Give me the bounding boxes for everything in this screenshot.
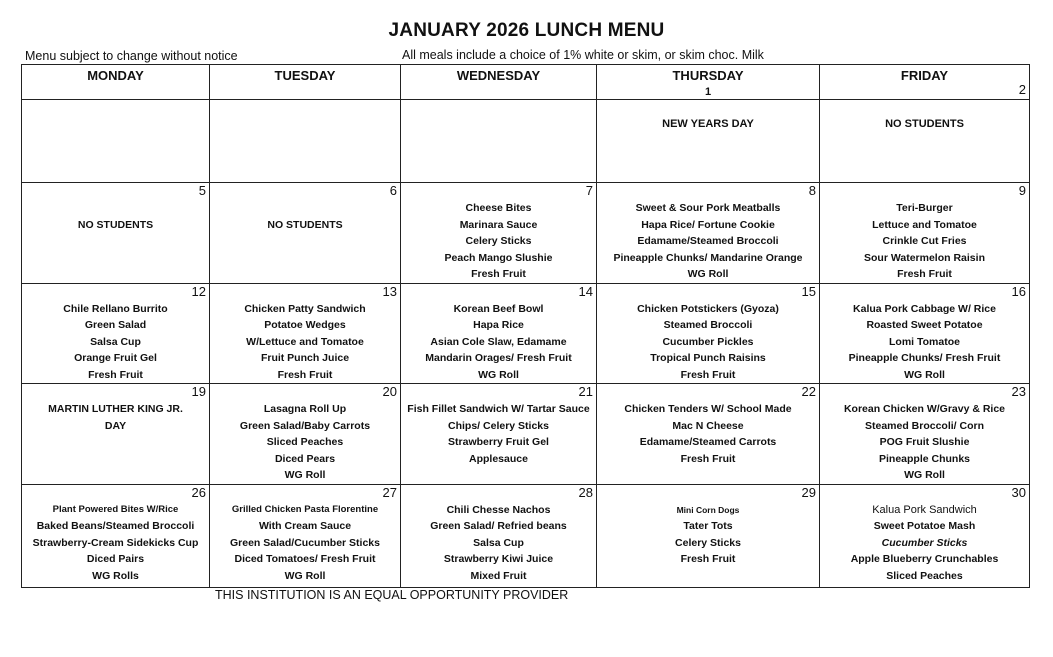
menu-item: Grilled Chicken Pasta Florentine (231, 503, 379, 515)
menu-item: Celery Sticks (675, 536, 741, 549)
menu-item: Lasagna Roll Up (263, 403, 347, 415)
menu-items (22, 485, 209, 585)
menu-item: Steamed Broccoli/ Corn (864, 419, 985, 432)
menu-item: Crinkle Cut Fries (882, 235, 967, 247)
day-cell (210, 183, 401, 284)
day-cell (401, 100, 597, 183)
menu-item: Mandarin Orages/ Fresh Fruit (425, 352, 572, 364)
day-number: 13 (382, 283, 397, 299)
week-row (22, 183, 1030, 284)
menu-item: Chicken Tenders W/ School Made (624, 403, 792, 415)
equal-opportunity-footer: THIS INSTITUTION IS AN EQUAL OPPORTUNITY PROVIDER (215, 588, 569, 602)
menu-items (820, 485, 1029, 585)
menu-items (22, 183, 209, 234)
day-number: 2 (1018, 82, 1026, 97)
menu-items (597, 284, 819, 384)
menu-calendar (21, 64, 1029, 582)
menu-items (210, 485, 400, 585)
day-cell (597, 100, 820, 183)
menu-item: With Cream Sauce (258, 520, 352, 532)
menu-item: Mixed Fruit (470, 569, 527, 582)
menu-item: Green Salad/Cucumber Sticks (230, 536, 380, 549)
day-number: 22 (801, 384, 816, 399)
menu-item: Asian Cole Slaw, Edamame (430, 335, 567, 348)
day-cell (22, 283, 210, 384)
menu-items (597, 485, 819, 568)
day-number: 23 (1011, 384, 1026, 399)
day-cell (401, 484, 597, 587)
day-cell (210, 484, 401, 587)
menu-item: Strawberry Kiwi Juice (443, 553, 554, 565)
menu-item: NO STUDENTS (267, 219, 343, 231)
header-monday: MONDAY (22, 65, 210, 100)
menu-item: Steamed Broccoli (663, 319, 753, 331)
change-notice: Menu subject to change without notice (25, 49, 238, 63)
day-number: 5 (198, 183, 206, 198)
day-number: 19 (191, 384, 206, 399)
menu-item: Salsa Cup (473, 536, 524, 549)
menu-item: Diced Pears (274, 452, 336, 465)
menu-item: Potatoe Wedges (264, 319, 346, 331)
day-cell (820, 183, 1030, 284)
menu-items (210, 183, 400, 234)
day-cell (210, 100, 401, 183)
page-title: JANUARY 2026 LUNCH MENU (388, 20, 665, 41)
menu-item: Cucumber Pickles (662, 335, 754, 348)
menu-items (210, 284, 400, 384)
day-cell (22, 100, 210, 183)
menu-item: MARTIN LUTHER KING JR. (48, 403, 183, 415)
menu-item: WG Roll (904, 469, 945, 481)
day-cell (597, 484, 820, 587)
menu-item: WG Roll (284, 569, 326, 582)
menu-items (210, 384, 400, 484)
menu-item: Green Salad (84, 319, 147, 331)
day-number: 7 (585, 183, 593, 198)
day-number: 27 (382, 484, 397, 500)
day-number: 21 (578, 384, 593, 399)
menu-item: Chips/ Celery Sticks (448, 419, 549, 432)
day-cell (22, 484, 210, 587)
menu-item: Kalua Pork Cabbage W/ Rice (853, 302, 996, 315)
menu-item: Baked Beans/Steamed Broccoli (36, 520, 195, 532)
day-number: 12 (191, 283, 206, 299)
menu-item: Salsa Cup (90, 335, 141, 348)
menu-item: Pineapple Chunks (878, 452, 971, 465)
menu-item: Diced Tomatoes/ Fresh Fruit (234, 553, 376, 565)
menu-item: Teri-Burger (896, 202, 953, 214)
menu-item: Chicken Patty Sandwich (244, 302, 366, 315)
day-number: 26 (191, 484, 206, 500)
menu-items (401, 284, 596, 384)
menu-item: Sliced Peaches (886, 569, 963, 582)
day-number: 28 (578, 484, 593, 500)
day-number: 14 (578, 283, 593, 299)
menu-item: Cucumber Sticks (881, 536, 968, 549)
menu-item: Pineapple Chunks/ Mandarine Orange (613, 251, 803, 264)
menu-item: Peach Mango Slushie (444, 251, 553, 264)
menu-item: Fresh Fruit (277, 368, 333, 381)
menu-item: Korean Chicken W/Gravy & Rice (843, 403, 1006, 415)
no-students-label: NO STUDENTS (885, 118, 964, 130)
menu-item: Green Salad/ Refried beans (430, 520, 567, 532)
day-number: 30 (1011, 484, 1026, 500)
day-number: 9 (1018, 183, 1026, 198)
menu-item: Fresh Fruit (680, 368, 736, 381)
day-cell (22, 384, 210, 485)
menu-items (820, 384, 1029, 484)
menu-item: Strawberry Fruit Gel (448, 436, 549, 448)
menu-item: Fresh Fruit (897, 268, 952, 280)
day-cell (401, 384, 597, 485)
menu-item: Celery Sticks (465, 235, 532, 247)
menu-item: Chile Rellano Burrito (63, 302, 168, 315)
menu-item: Roasted Sweet Potatoe (866, 319, 983, 331)
menu-items (22, 284, 209, 384)
menu-item: Fresh Fruit (680, 553, 736, 565)
day-cell (820, 484, 1030, 587)
day-cell (820, 82, 1030, 183)
milk-note: All meals include a choice of 1% white or skim, or skim choc. Milk (402, 48, 764, 62)
day-number: 6 (389, 183, 397, 198)
menu-item: Edamame/Steamed Broccoli (637, 235, 779, 247)
menu-item: Applesauce (469, 452, 528, 465)
menu-item: Orange Fruit Gel (74, 352, 157, 364)
menu-item: Fresh Fruit (471, 268, 526, 280)
header-wednesday: WEDNESDAY (401, 65, 597, 100)
week-row (22, 283, 1030, 384)
menu-item: Fruit Punch Juice (260, 352, 350, 364)
menu-items (401, 384, 596, 467)
menu-items (820, 284, 1029, 384)
menu-item: WG Roll (687, 268, 729, 280)
menu-item: DAY (104, 419, 127, 432)
day-number: 20 (382, 384, 397, 399)
menu-item: WG Rolls (92, 569, 139, 582)
day-cell (22, 183, 210, 284)
menu-item: Plant Powered Bites W/Rice (52, 503, 179, 515)
menu-items (401, 183, 596, 283)
day-cell (597, 183, 820, 284)
menu-item: Pineapple Chunks/ Fresh Fruit (848, 352, 1001, 364)
menu-item: Lomi Tomatoe (889, 335, 960, 348)
week-row (22, 484, 1030, 587)
menu-items (597, 384, 819, 467)
menu-item: Apple Blueberry Crunchables (850, 553, 999, 565)
menu-item: NO STUDENTS (77, 219, 154, 231)
day-cell (210, 384, 401, 485)
menu-item: Mini Corn Dogs (676, 504, 740, 515)
week-row (22, 100, 1030, 183)
menu-items (820, 183, 1029, 283)
menu-item: Tater Tots (683, 520, 733, 532)
menu-item: Tropical Punch Raisins (650, 352, 766, 364)
day-cell (401, 283, 597, 384)
menu-item: Cheese Bites (465, 202, 532, 214)
menu-item: Mac N Cheese (672, 419, 744, 432)
menu-item: Sweet Potatoe Mash (873, 520, 976, 532)
day-number: 16 (1011, 283, 1026, 299)
menu-item: Sliced Peaches (266, 436, 344, 448)
day-cell (820, 283, 1030, 384)
day-cell (820, 384, 1030, 485)
menu-item: Marinara Sauce (459, 218, 538, 231)
menu-item: WG Roll (284, 469, 326, 481)
menu-item: Fresh Fruit (88, 368, 143, 381)
menu-item: WG Roll (478, 368, 519, 381)
day-number: 8 (808, 183, 816, 198)
header-tuesday: TUESDAY (210, 65, 401, 100)
header-thursday: THURSDAY 1 (597, 65, 820, 100)
menu-item: Green Salad/Baby Carrots (239, 419, 371, 432)
menu-item: Strawberry-Cream Sidekicks Cup (32, 536, 199, 549)
menu-item: Hapa Rice/ Fortune Cookie (641, 218, 775, 231)
day-cell (210, 283, 401, 384)
menu-item: Chicken Potstickers (Gyoza) (637, 302, 779, 315)
menu-item: Korean Beef Bowl (453, 302, 544, 315)
menu-item: Sour Watermelon Raisin (864, 251, 985, 264)
menu-item: Hapa Rice (473, 319, 524, 331)
menu-item: Lettuce and Tomatoe (872, 218, 977, 231)
menu-item: Kalua Pork Sandwich (872, 503, 977, 516)
menu-item: Fresh Fruit (680, 452, 736, 465)
day-number-1: 1 (704, 86, 712, 98)
menu-item: POG Fruit Slushie (879, 436, 970, 448)
menu-item: Diced Pairs (86, 553, 145, 565)
week-row (22, 384, 1030, 485)
menu-items (401, 485, 596, 585)
menu-items (22, 384, 209, 434)
menu-items (597, 183, 819, 283)
day-number: 29 (801, 484, 816, 500)
day-number: 15 (801, 283, 816, 299)
menu-item: Edamame/Steamed Carrots (639, 436, 777, 448)
menu-item: Sweet & Sour Pork Meatballs (635, 202, 781, 214)
holiday-label: NEW YEARS DAY (662, 118, 754, 130)
header-friday: FRIDAY (820, 65, 1030, 100)
menu-item: Fish Fillet Sandwich W/ Tartar Sauce (407, 403, 590, 415)
menu-table (21, 64, 1030, 588)
menu-item: Chili Chesse Nachos (446, 503, 551, 516)
menu-item: W/Lettuce and Tomatoe (246, 335, 364, 348)
day-cell (401, 183, 597, 284)
day-cell (597, 283, 820, 384)
day-cell (597, 384, 820, 485)
menu-item: WG Roll (904, 368, 945, 381)
